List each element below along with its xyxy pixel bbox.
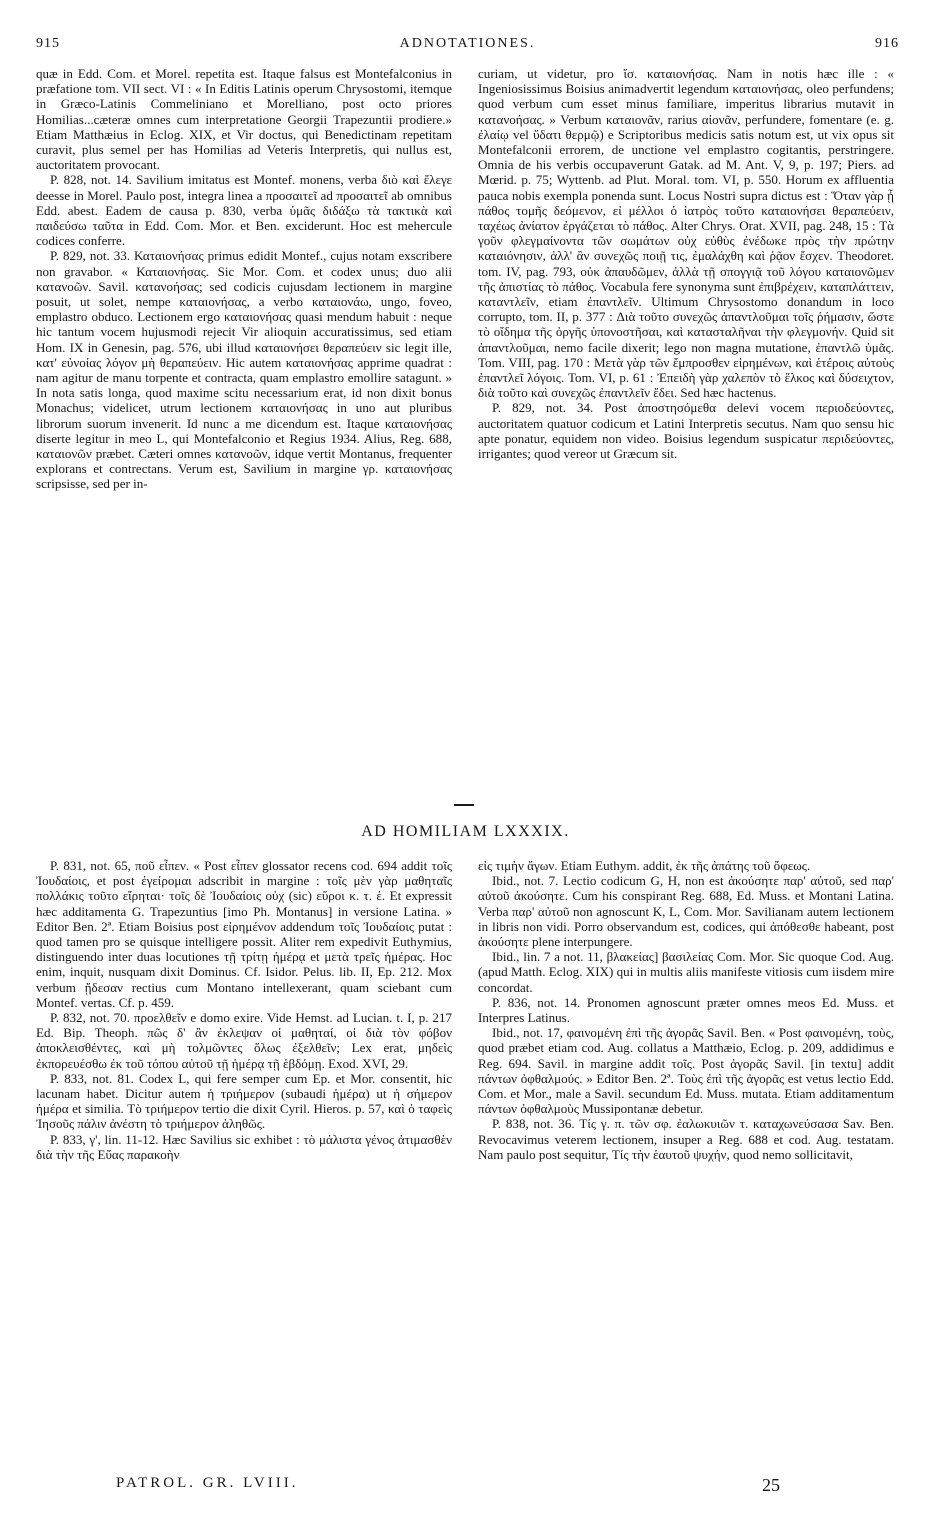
page-number-left: 915 <box>36 36 60 51</box>
bottom-left-column <box>36 858 452 1162</box>
paragraph: Ibid., lin. 7 a not. 11, βλακείας] βασιλείας Com. Mor. Sic quoque Cod. Aug. (apud Matth. Eclog. XIX) qui in multis aliis manifeste vitiosis cum iisdem mire concordat. <box>478 949 894 995</box>
running-title: ADNOTATIONES. <box>399 36 536 51</box>
paragraph: P. 832, not. 70. προελθεῖν e domo exire. Vide Hemst. ad Lucian. t. I, p. 217 Ed. Bip. Theoph. πῶς δ' ἂν ἐκλεψαν οἱ μαθηταί, οἱ διὰ τὸν φόβον ἀποκλεισθέντες, καὶ μὴ τολμῶντες ὅλως ἐξελθεῖν; Lex erat, μηδεὶς ἐκπορευέσθω ἐκ τοῦ τόπου αὐτοῦ τῇ ἡμέρᾳ τῇ ἑβδόμῃ. Exod. XVI, 29. <box>36 1010 452 1071</box>
paragraph: P. 829, not. 34. Post ἀποστησόμεθα delevi vocem περιοδεύοντες, auctoritatem quatuor codicum et Latini Interpretis secutus. Nam quo sensu hic apte ponatur, equidem non video. Boisius legendum suspicatur περιδεύοντες, irrigantes; quod vereor ut Græcum sit. <box>478 400 894 462</box>
gathering-number: 25 <box>762 1475 780 1495</box>
page-number-right: 916 <box>875 36 899 51</box>
paragraph: P. 833, not. 81. Codex L, qui fere semper cum Ep. et Mor. consentit, hic lacunam habet. Dicitur autem ἡ τριήμερον (subaudi ἡμέρα) ut ἡ σήμερον ἡμέρα et similia. Τὸ τριήμερον tertio die dixit Cyril. Hieros. p. 57, καὶ ὁ ταφεὶς Ἰησοῦς πάλιν ἀνέστη τὸ τριήμερον ἀληθῶς. <box>36 1070 452 1132</box>
paragraph: P. 829, not. 33. Καταιονήσας primus edidit Montef., cujus notam exscribere non gravabor. « Καταιονήσας. Sic Mor. Com. et codex unus; duo alii κατανοῶν. Savil. κατανοήσας; sed codicis cujusdam lectionem in margine posuit, ut solet, nempe καταιονήσας, a verbo καταιονάω, ungo, foveo, emplastro obduco. Lectionem ergo καταιονήσας quasi mendum habuit : neque hic tantum vocem hujusmodi rejecit Vir alioquin accuratissimus, sed etiam Hom. IX in Genesin, pag. 576, ubi illud καταιονήσει θεραπεύειν sic legit ille, κατ' εὐνοίας λόγον μὴ θεραπεύειν. Hic autem καταιονήσας apprime quadrat : nam agitur de manu torpente et contracta, quam emplastro emollire satagunt. » In nota satis longa, quod maxime scitu necessarium erat, id non dixit bonus Monachus; videlicet, utrum lectionem καταιονήσας in uno aut pluribus librorum suorum invenerit. Id nunc a me dicendum est. Itaque καταιονήσας diserte legitur in meo L, qui Montefalconio et Regius 1934. Alius, Reg. 688, καταιονῶν præbet. Cæteri omnes κατανοῶν, idque vertit Montanus, frequenter explorans et contrectans. Verum est, Savilium in margine γρ. καταιονήσας scripsisse, sed per in- <box>36 248 452 492</box>
paragraph: P. 831, not. 65, ποῦ εἶπεν. « Post εἶπεν glossator recens cod. 694 addit τοῖς Ἰουδαίοις, et post ἐγείρομαι adscribit in margine : τοῖς μὲν γὰρ μαθηταῖς πολλάκις τοῦτο εἴρηται· τοῖς δὲ Ἰουδαίοις οὐχ (sic) εὕροι κ. τ. ἑ. Et expressit hæc additamenta G. Trapezuntius [imo Ph. Montanus] in versione Latina. » Editor Ben. 2ª. Etiam Boisius post εἰρημένον addendum τοῖς Ἰουδαίοις putat : quod tamen pro se quisque intelligere possit. Aliter rem expedivit Euthymius, distinguendo inter duas locutiones τῇ τρίτῃ ἡμέρᾳ et μετὰ τρεῖς ἡμέρας. Hoc enim, inquit, nusquam dixit Dominus. Cf. Isidor. Pelus. lib. II, Ep. 212. Mox verbum ᾔδεσαν rectius cum Montano intellexerant, quam sciebant cum Montef. vertas. Cf. p. 459. <box>36 858 452 1010</box>
page-header <box>36 36 899 56</box>
paragraph: P. 838, not. 36. Τίς γ. π. τῶν σφ. ἐαλωκυιῶν τ. καταχωνεύσασα Sav. Ben. Revocavimus veterem lectionem, insuper a Reg. 688 et cod. Aug. testatam. Nam paulo post sequitur, Τίς τὴν ἑαυτοῦ ψυχήν, quod nemo sollicitavit, <box>478 1116 894 1162</box>
signature-mark: PATROL. GR. LVIII. <box>116 1475 299 1491</box>
paragraph: εἰς τιμὴν ἄγων. Etiam Euthym. addit, ἐκ τῆς ἀπάτης τοῦ ὄφεως. <box>478 858 811 873</box>
paragraph: Ibid., not. 7. Lectio codicum G, H, non est ἀκούσητε παρ' αὐτοῦ, sed παρ' αὐτοῦ ἀκούσητε. Cum his conspirant Reg. 688, Ed. Muss. et Montani Latina. Verba παρ' αὐτοῦ non agnoscunt K, L, Com. Mor. Savilianam autem lectionem in libris non vidi. Porro observandum est, codices, qui ἀπόθεσθε habeant, post ἀκούσητε plene interpungere. <box>478 873 894 950</box>
section-title: AD HOMILIAM LXXXIX. <box>361 823 570 840</box>
paragraph: P. 833, γ', lin. 11-12. Hæc Savilius sic exhibet : τὸ μάλιστα γένος ἀτιμασθὲν διὰ τὴν τῆς Εὔας παρακοὴν <box>36 1131 452 1162</box>
paragraph: P. 836, not. 14. Pronomen agnoscunt præter omnes meos Ed. Muss. et Interpres Latinus. <box>478 994 894 1026</box>
top-right-column <box>478 66 894 461</box>
top-left-column <box>36 66 452 492</box>
paragraph: curiam, ut videtur, pro ἴσ. καταιονήσας. Nam in notis hæc ille : « Ingeniosissimus Boisius animadvertit legendum καταιονήσας, oleo perfundens; quod verbum cum esset minus familiare, imperitus librarius mutavit in κατανοήσας. » Verbum καταιονᾶν, rarius αἰονᾶν, perfundere, fomentare (e. g. ἐλαίῳ vel ὕδατι θερμῷ) e Scriptoribus medicis satis notum est, ut vix opus sit Montefalconii errorem, de unctione vel emplastro cogitantis, perstringere. Omnia de his verbis occupaverunt Gatak. ad M. Ant. V, 9, p. 197; Piers. ad Mœrid. p. 75; Wyttenb. ad Plut. Moral. tom. VI, p. 550. Horum ex affluentia pauca nobis exempla ponenda sunt. Locus Nostri supra dictus est : Ὅταν γὰρ ᾖ πάθος τομῆς δεόμενον, εἰ μέλλοι ὁ ἰατρὸς τοῦτο καταιονήσει θεραπεύειν, ταχέως ἀνίατον ἐργάζεται τὸ πάθος. Alter Chrys. Orat. XVII, pag. 248, 15 : Τὰ γοῦν φλεγμαίνοντα τῶν σωμάτων οὐχ εὐθὺς ἐνέδωκε πρὸς τὴν πρώτην καταιόνησιν, ἀλλ' ἂν συνεχῶς ποιῇ τις, ἐμαλάχθη καὶ ῥᾷον ἔσχεν. Theodoret. tom. IV, pag. 793, οὐκ ἀπαυδῶμεν, ἀλλὰ τῇ σπογγιᾷ τοῦ λόγου καταιονῶμεν τῆς ἀπιστίας τὸ πάθος. Vocabula fere synonyma sunt ἐπιβρέχειν, καταπλάττειν, καταντλεῖν, etiam ἐπαντλεῖν. Ultimum Chrysostomo donandum in loco corrupto, tom. II, p. 377 : Διὰ τοῦτο συνεχῶς ἀπαντλοῦμαι τοῖς ῥήμασιν, ὥστε τὸ οἴδημα τῆς ὀργῆς ὑπονοστῆσαι, καὶ κατασταλῆναι τὴν φλεγμονήν. Quid sit ἀπαντλοῦμαι, nemo facile dixerit; lego non magna mutatione, ἐπαντλῶ ὑμᾶς. Tom. VIII, pag. 170 : Μετὰ γὰρ τῶν ἔμπροσθεν εἰρημένων, καὶ ἑτέροις αὐτοὺς ἐπαντλεῖ λόγοις. Tom. VI, p. 61 : Ἐπειδὴ γὰρ χαλεπὸν τὸ ἕλκος καὶ δύσειχτον, διὰ τοῦτο καὶ συνεχῶς ἐπαντλεῖν ἔδει. Sed hæc hactenus. <box>478 66 894 401</box>
section-divider <box>454 804 474 806</box>
paragraph: P. 828, not. 14. Savilium imitatus est Montef. monens, verba διὸ καὶ ἔλεγε deesse in Morel. Paulo post, integra linea a προσαιτεῖ ad προσαιτεῖ ab omnibus Edd. abest. Eadem de causa p. 830, verba ὑμᾶς διδάξω τὰ τακτικὰ καὶ παιδεύσω ταῦτα in Edd. Com. Mor. et Ben. exciderunt. Hoc est mehercule codices conferre. <box>36 172 452 249</box>
paragraph: Ibid., not. 17, φαινομένη ἐπὶ τῆς ἀγορᾶς Savil. Ben. « Post φαινομένη, τοὺς, quod præbet etiam cod. Aug. collatus a Matthæio, Eclog. p. 209, addidimus e Reg. 694. Savil. in margine addit τοῖς. Post ἀγορᾶς Savil. [in textu] addit πάντων ὀφθαλμούς. » Editor Ben. 2ª. Τοὺς ἐπὶ τῆς ἀγορᾶς est vetus lectio Edd. Com. et Mor., male a Savil. secundum Ed. Muss. mutata. Etiam additamentum πάντων ὀφθαλμοὺς Mussipontanæ debetur. <box>478 1025 894 1117</box>
paragraph: quæ in Edd. Com. et Morel. repetita est. Itaque falsus est Montefalconius in præfatione tom. VII sect. VI : « In Editis Latinis operum Chrysostomi, itemque in Græco-Latinis Commeliniano et Morelliano, post octo priores Homilias...cæteræ omnes cum interpretatione Georgii Trapezuntii prodiere.» Etiam Matthæius in Eclog. XIX, et Vir doctus, qui Benedictinam repetitam curavit, plus semel per has Homilias ad Veteris Interpretis, qui nullus est, auctoritatem provocant. <box>36 66 452 173</box>
bottom-right-column <box>478 858 894 1162</box>
